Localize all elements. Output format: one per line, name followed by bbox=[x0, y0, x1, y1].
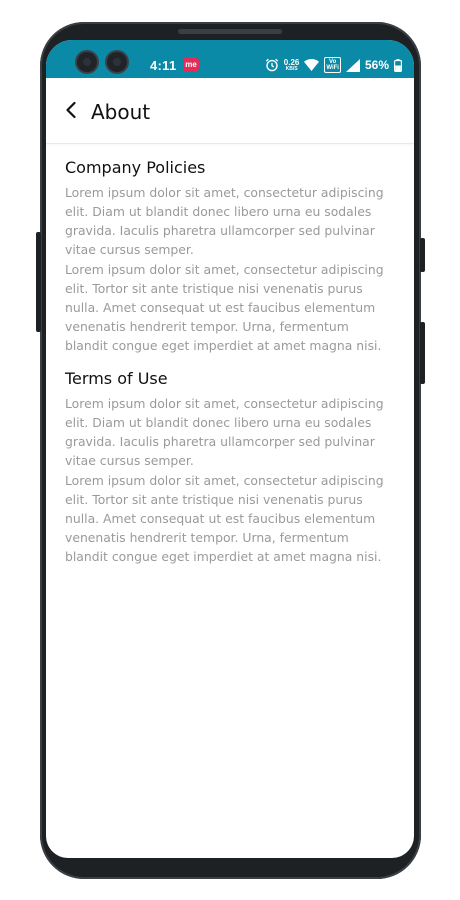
volume-rocker-button bbox=[420, 322, 425, 384]
section-terms-of-use bbox=[65, 369, 395, 566]
section-paragraph: Lorem ipsum dolor sit amet, consectetur adipiscing elit. Tortor sit ante tristique nisi venenatis purus nulla. Amet consequat ut est faucibus elementum venenatis hendrerit tempor. Urna, fermentum blandit congue eget imperdiet at amet magna nisi. bbox=[65, 262, 384, 353]
power-side-button bbox=[420, 238, 425, 272]
alarm-icon bbox=[265, 58, 279, 72]
network-speed-value: 0.26 bbox=[283, 57, 300, 67]
volume-side-button bbox=[36, 232, 41, 332]
screen bbox=[46, 40, 414, 858]
section-title: Terms of Use bbox=[65, 369, 168, 388]
wifi-icon bbox=[304, 59, 319, 71]
app-notification-icon: me bbox=[183, 57, 199, 72]
vowifi-line-1: Vo bbox=[329, 59, 337, 65]
status-time: 4:11 bbox=[150, 58, 177, 73]
vowifi-line-2: WiFi bbox=[326, 65, 339, 71]
front-camera-icon bbox=[107, 52, 127, 72]
section-paragraph: Lorem ipsum dolor sit amet, consectetur adipiscing elit. Diam ut blandit donec libero urna eu sodales gravida. Iaculis pharetra ullamcorper sed pulvinar vitae cursus semper. bbox=[65, 185, 384, 257]
battery-icon bbox=[394, 59, 402, 72]
chevron-left-icon[interactable] bbox=[60, 98, 84, 122]
section-title: Company Policies bbox=[65, 158, 206, 177]
status-indicators bbox=[265, 55, 402, 75]
status-bar bbox=[46, 40, 414, 78]
cell-signal-icon bbox=[346, 59, 360, 72]
about-content bbox=[65, 158, 395, 580]
page-title: About bbox=[91, 100, 151, 124]
vowifi-icon bbox=[324, 57, 341, 73]
section-paragraph: Lorem ipsum dolor sit amet, consectetur adipiscing elit. Diam ut blandit donec libero urna eu sodales gravida. Iaculis pharetra ullamcorper sed pulvinar vitae cursus semper. bbox=[65, 396, 384, 468]
section-paragraph: Lorem ipsum dolor sit amet, consectetur adipiscing elit. Tortor sit ante tristique nisi venenatis purus nulla. Amet consequat ut est faucibus elementum venenatis hendrerit tempor. Urna, fermentum blandit congue eget imperdiet at amet magna nisi. bbox=[65, 473, 384, 564]
network-speed-unit: KB/S bbox=[285, 65, 298, 72]
earpiece-speaker bbox=[178, 29, 282, 34]
front-camera-icon bbox=[77, 52, 97, 72]
battery-percentage: 56% bbox=[364, 58, 389, 72]
network-speed bbox=[284, 59, 300, 72]
app-header bbox=[46, 78, 414, 144]
section-company-policies bbox=[65, 158, 395, 355]
